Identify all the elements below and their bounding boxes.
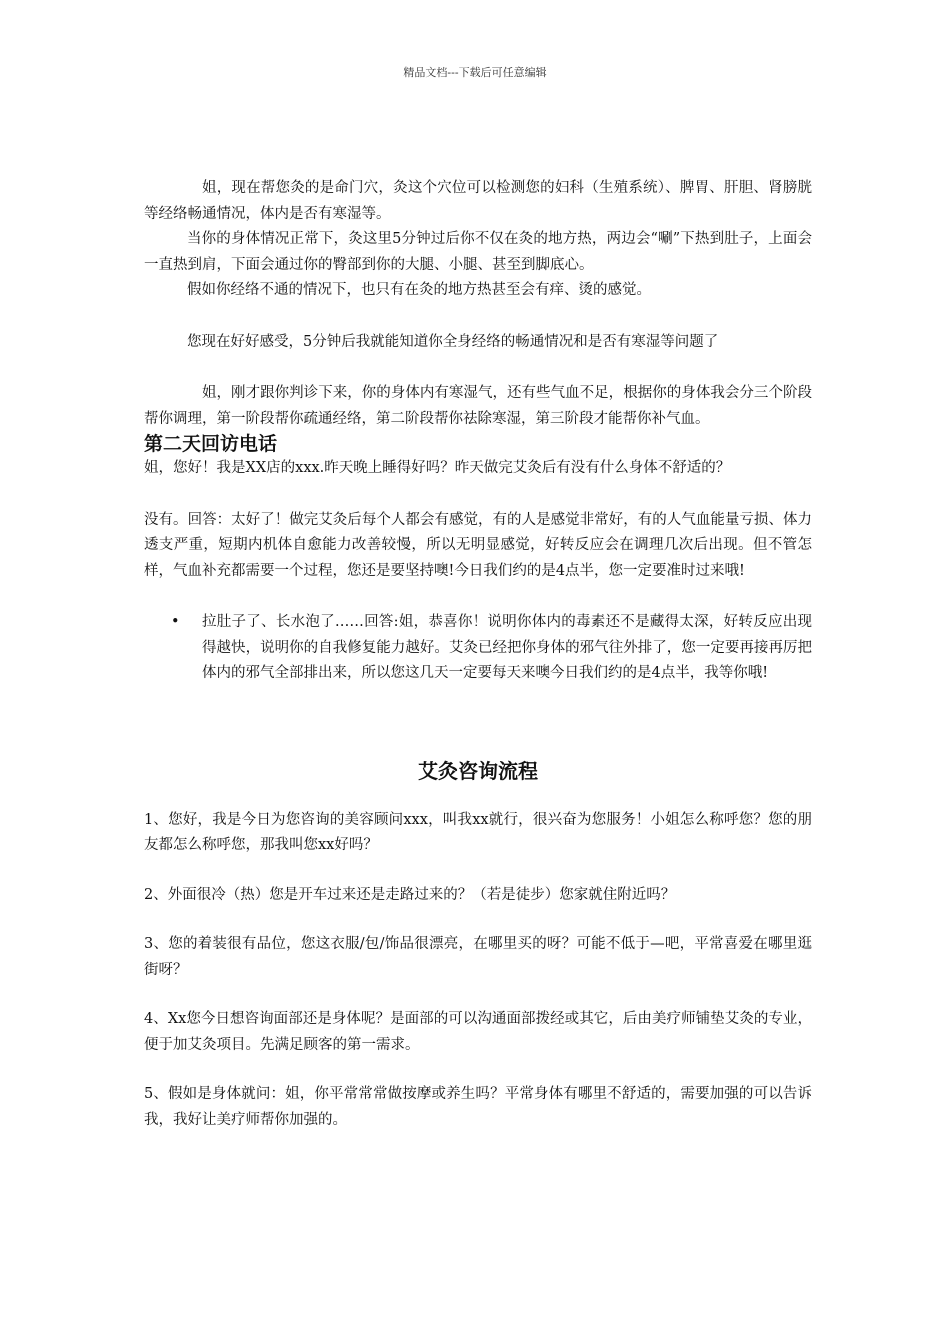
followup-answer-none: 没有。回答：太好了！做完艾灸后每个人都会有感觉，有的人是感觉非常好，有的人气血能量亏损、体力透支严重，短期内机体自愈能力改善较慢，所以无明显感觉，好转反应会在调理几次后出现。但不管怎样，气血补充都需要一个过程，您还是要坚持噢!今日我们约的是4点半，您一定要准时过来哦!	[144, 511, 812, 579]
process-step-4: 4、Xx您今日想咨询面部还是身体呢？是面部的可以沟通面部拨经或其它，后由美疗师铺垫艾灸的专业，便于加艾灸项目。先满足顾客的第一需求。	[144, 1011, 812, 1053]
process-step-2: 2、外面很冷（热）您是开车过来还是走路过来的？（若是徒步）您家就住附近吗？	[144, 886, 676, 903]
followup-heading: 第二天回访电话	[144, 433, 278, 455]
process-step-1: 1、您好，我是今日为您咨询的美容顾问xxx，叫我xx就行，很兴奋为您服务！小姐怎么称呼您？您的朋友都怎么称呼您，那我叫您xx好吗？	[144, 811, 812, 853]
list-item	[171, 610, 812, 687]
bullet-icon: •	[171, 614, 180, 630]
intro-paragraph-3: 假如你经络不通的情况下，也只有在灸的地方热甚至会有痒、烫的感觉。	[187, 282, 651, 298]
document-body	[144, 176, 812, 1133]
intro-paragraph-1: 姐，现在帮您灸的是命门穴，灸这个穴位可以检测您的妇科（生殖系统）、脾胃、肝胆、肾膀胱等经络畅通情况，体内是否有寒湿等。	[144, 180, 812, 222]
intro-paragraph-4: 您现在好好感受，5分钟后我就能知道你全身经络的畅通情况和是否有寒湿等问题了	[187, 333, 719, 350]
intro-paragraph-2: 当你的身体情况正常下，灸这里5分钟过后你不仅在灸的地方热，两边会“唰”下热到肚子，上面会一直热到肩，下面会通过你的臀部到你的大腿、小腿、甚至到脚底心。	[144, 231, 812, 273]
followup-bullet-list	[144, 610, 812, 687]
process-step-5: 5、假如是身体就问：姐，你平常常常做按摩或养生吗？平常身体有哪里不舒适的，需要加强的可以告诉我，我好让美疗师帮你加强的。	[144, 1086, 812, 1128]
page-header: 精品文档---下载后可任意编辑	[403, 66, 547, 79]
bullet-text: 拉肚子了、长水泡了……回答:姐，恭喜你！说明你体内的毒素还不是藏得太深，好转反应出现得越快，说明你的自我修复能力越好。艾灸已经把你身体的邪气往外排了，您一定要再接再厉把体内的邪气全部排出来，所以您这几天一定要每天来噢今日我们约的是4点半，我等你哦!	[202, 614, 812, 681]
intro-paragraph-5: 姐，刚才跟你判诊下来，你的身体内有寒湿气，还有些气血不足，根据你的身体我会分三个阶段帮你调理，第一阶段帮你疏通经络，第二阶段帮你祛除寒湿，第三阶段才能帮你补气血。	[144, 385, 812, 427]
followup-greeting: 姐，您好！我是XX店的xxx.昨天晚上睡得好吗？昨天做完艾灸后有没有什么身体不舒适的？	[144, 460, 731, 476]
process-title: 艾灸咨询流程	[418, 758, 538, 783]
process-step-3: 3、您的着装很有品位，您这衣服/包/饰品很漂亮，在哪里买的呀？可能不低于—吧，平常喜爱在哪里逛街呀？	[144, 936, 812, 978]
